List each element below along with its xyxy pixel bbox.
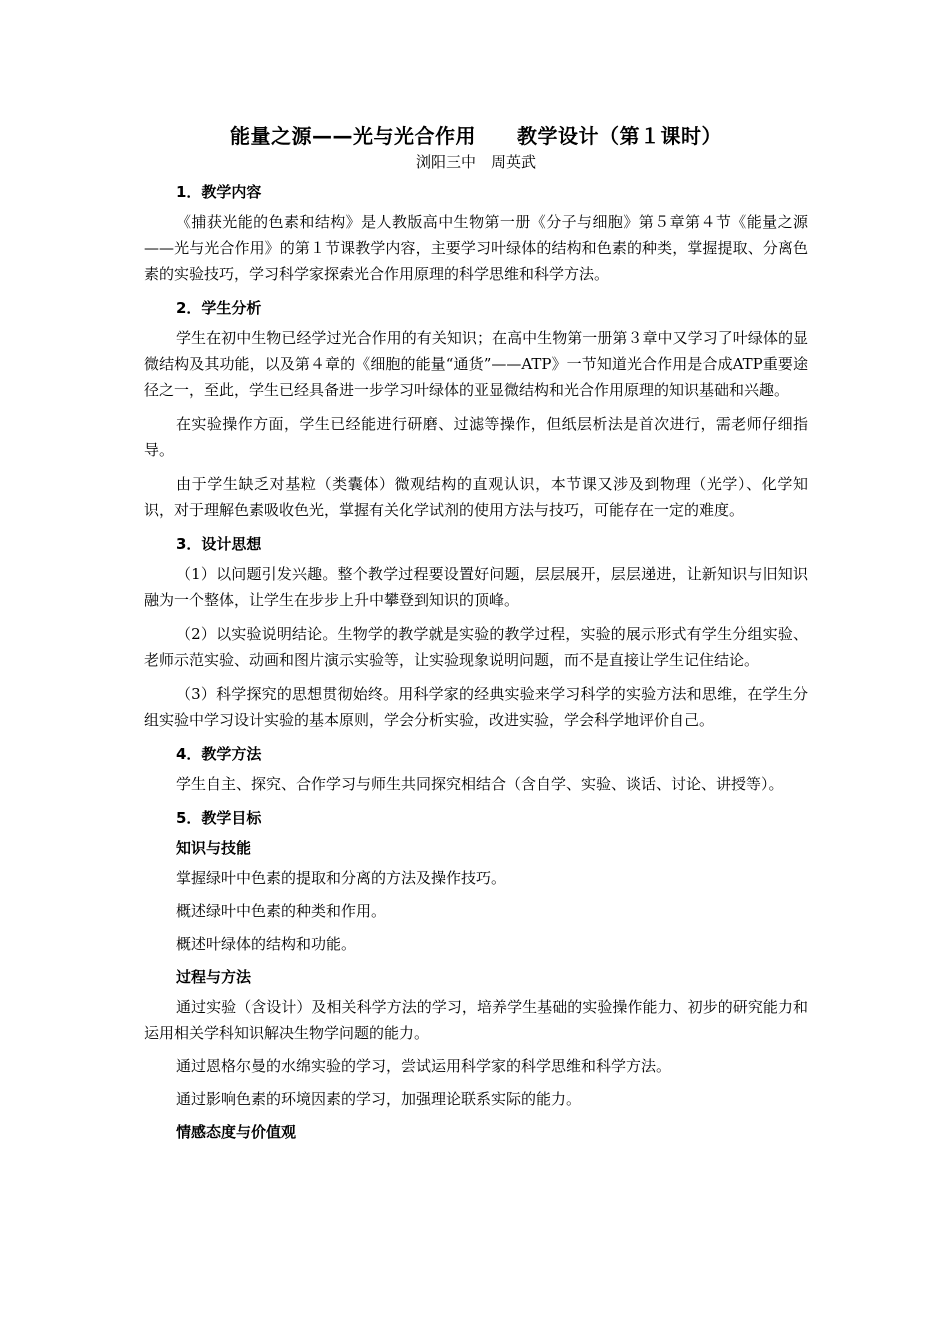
goal-item: 掌握绿叶中色素的提取和分离的方法及操作技巧。 (176, 869, 507, 887)
goal-item: 通过实验（含设计）及相关科学方法的学习，培养学生基础的实验操作能力、初步的研究能力和运用相关学科知识解决生物学问题的能力。 (144, 998, 808, 1042)
paragraph: （2）以实验说明结论。生物学的教学就是实验的教学过程，实验的展示形式有学生分组实验、老师示范实验、动画和图片演示实验等，让实验现象说明问题，而不是直接让学生记住结论。 (144, 625, 808, 669)
goal-subheading: 情感态度与价值观 (176, 1123, 297, 1141)
paragraph: 《捕获光能的色素和结构》是人教版高中生物第一册《分子与细胞》第５章第４节《能量之源——光与光合作用》的第１节课教学内容，主要学习叶绿体的结构和色素的种类，掌握提取、分离色素的实验技巧，学习科学家探索光合作用原理的科学思维和科学方法。 (144, 213, 808, 283)
section-heading: 1．教学内容 (176, 183, 262, 201)
goal-subheading: 过程与方法 (176, 968, 252, 986)
goal-item: 通过影响色素的环境因素的学习，加强理论联系实际的能力。 (176, 1090, 582, 1108)
section-heading: 5．教学目标 (176, 809, 262, 827)
paragraph: （1）以问题引发兴趣。整个教学过程要设置好问题，层层展开，层层递进，让新知识与旧知识融为一个整体，让学生在步步上升中攀登到知识的顶峰。 (144, 565, 808, 609)
author-line: 浏阳三中 周英武 (415, 153, 536, 171)
goal-subheading: 知识与技能 (176, 839, 252, 857)
document-content (144, 121, 808, 1149)
paragraph: 在实验操作方面，学生已经能进行研磨、过滤等操作，但纸层析法是首次进行，需老师仔细指导。 (144, 415, 808, 459)
section-heading: 2．学生分析 (176, 299, 262, 317)
section-heading: 3．设计思想 (176, 535, 262, 553)
paragraph: （3）科学探究的思想贯彻始终。用科学家的经典实验来学习科学的实验方法和思维，在学生分组实验中学习设计实验的基本原则，学会分析实验，改进实验，学会科学地评价自己。 (144, 685, 808, 729)
goal-item: 通过恩格尔曼的水绵实验的学习，尝试运用科学家的科学思维和科学方法。 (176, 1057, 672, 1075)
goal-item: 概述绿叶中色素的种类和作用。 (176, 902, 387, 920)
paragraph: 由于学生缺乏对基粒（类囊体）微观结构的直观认识，本节课又涉及到物理（光学）、化学知识，对于理解色素吸收色光，掌握有关化学试剂的使用方法与技巧，可能存在一定的难度。 (144, 475, 808, 519)
paragraph: 学生在初中生物已经学过光合作用的有关知识；在高中生物第一册第３章中又学习了叶绿体的显微结构及其功能，以及第４章的《细胞的能量“通货”——ATP》一节知道光合作用是合成ATP重要途径之一，至此，学生已经具备进一步学习叶绿体的亚显微结构和光合作用原理的知识基础和兴趣。 (144, 329, 808, 399)
paragraph: 学生自主、探究、合作学习与师生共同探究相结合（含自学、实验、谈话、讨论、讲授等）。 (176, 775, 784, 793)
document-title: 能量之源——光与光合作用 教学设计（第１课时） (230, 124, 722, 148)
section-heading: 4．教学方法 (176, 745, 262, 763)
goal-item: 概述叶绿体的结构和功能。 (176, 935, 357, 953)
